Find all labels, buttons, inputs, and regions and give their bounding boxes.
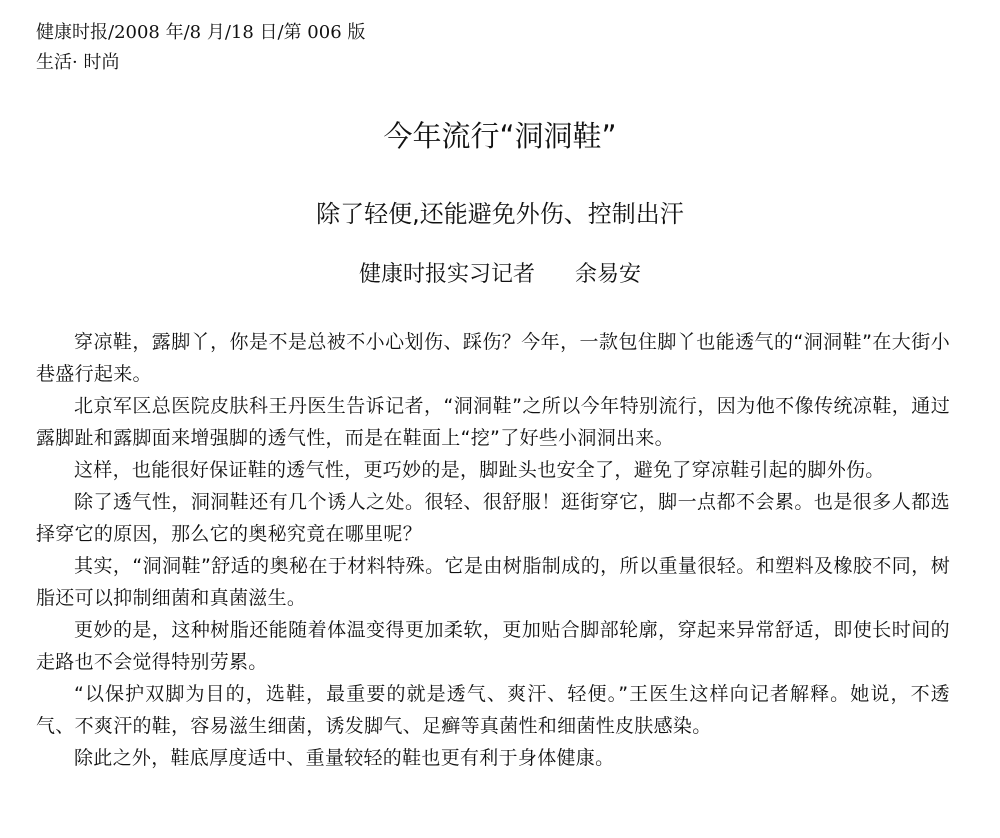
paragraph: “以保护双脚为目的，选鞋，最重要的就是透气、爽汗、轻便。”王医生这样向记者解释。她说，不透气、不爽汗的鞋，容易滋生细菌，诱发脚气、足癣等真菌性和细菌性皮肤感染。: [36, 683, 950, 737]
section-line: 生活· 时尚: [36, 52, 120, 73]
paragraph: 更妙的是，这种树脂还能随着体温变得更加柔软，更加贴合脚部轮廓，穿起来异常舒适，即使长时间的走路也不会觉得特别劳累。: [36, 619, 950, 673]
byline-author: 余易安: [575, 262, 642, 287]
byline: [0, 259, 1000, 291]
paragraph: 除了透气性，洞洞鞋还有几个诱人之处。很轻、很舒服！逛街穿它，脚一点都不会累。也是很多人都选择穿它的原因，那么它的奥秘究竟在哪里呢？: [36, 491, 950, 545]
paragraph: 其实，“洞洞鞋”舒适的奥秘在于材料特殊。它是由树脂制成的，所以重量很轻。和塑料及橡胶不同，树脂还可以抑制细菌和真菌滋生。: [36, 555, 950, 609]
source-line: 健康时报/2008 年/8 月/18 日/第 006 版: [36, 22, 366, 43]
article-title: 今年流行“洞洞鞋”: [383, 119, 617, 153]
publication-info: [36, 18, 365, 78]
paragraph: 除此之外，鞋底厚度适中、重量较轻的鞋也更有利于身体健康。: [74, 747, 615, 769]
paragraph: 北京军区总医院皮肤科王丹医生告诉记者，“洞洞鞋”之所以今年特别流行，因为他不像传统凉鞋，通过露脚趾和露脚面来增强脚的透气性，而是在鞋面上“挖”了好些小洞洞出来。: [36, 395, 950, 449]
byline-organization: 健康时报实习记者: [358, 262, 535, 287]
article-subtitle: 除了轻便,还能避免外伤、控制出汗: [316, 200, 684, 228]
paragraph: 这样，也能很好保证鞋的透气性，更巧妙的是，脚趾头也安全了，避免了穿凉鞋引起的脚外伤。: [74, 459, 885, 481]
paragraph: 穿凉鞋，露脚丫，你是不是总被不小心划伤、踩伤？今年，一款包住脚丫也能透气的“洞洞鞋”在大街小巷盛行起来。: [36, 331, 950, 385]
article-body: [36, 326, 950, 774]
